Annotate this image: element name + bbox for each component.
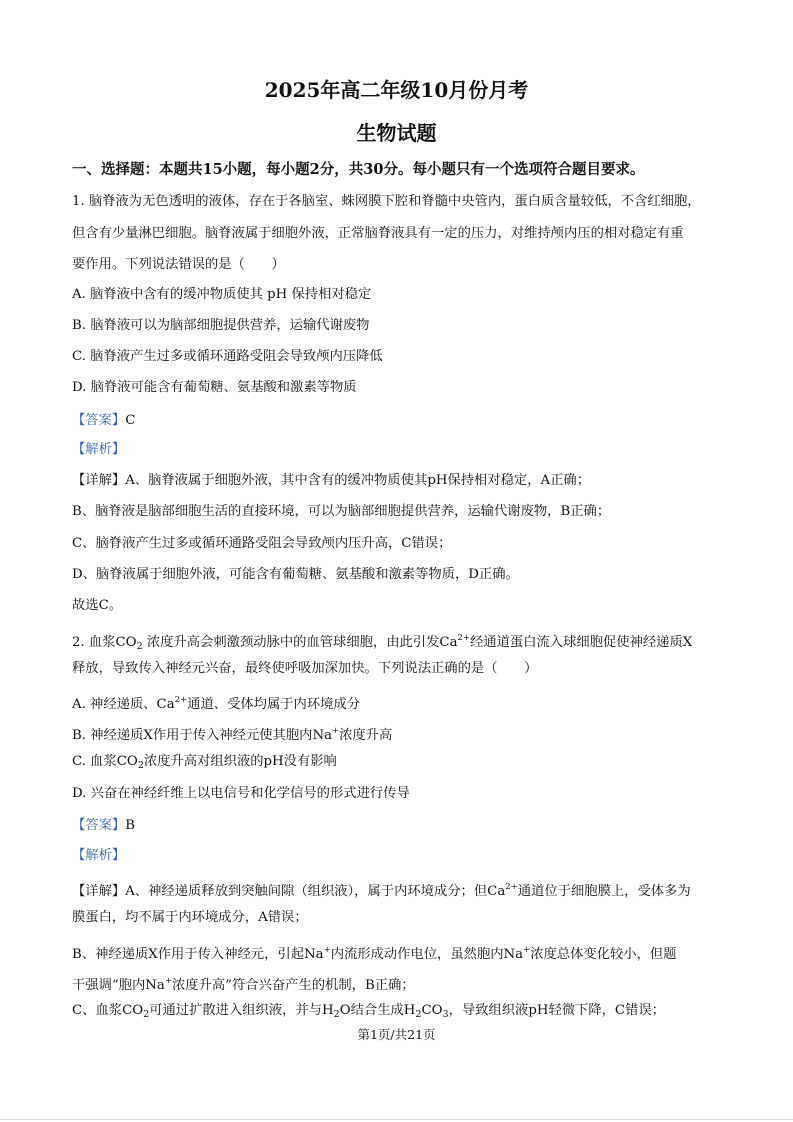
q2-option-a: A. 神经递质、$Ca^{2+}$通道、受体均属于内环境成分 [72,695,361,712]
page-number: 第1页/共21页 [357,1027,436,1042]
q1-detail-line [72,471,590,491]
subject-title: 生物试题 [356,121,437,145]
q2-detail-line: B、神经递质X作用于传入神经元，引起Na+内流形成动作电位，虽然胞内Na+浓度总体变化较小，但题 [72,945,677,962]
q1-detail-line: B、脑脊液是脑部细胞生活的直接环境，可以为脑部细胞提供营养，运输代谢废物，B正确； [72,504,611,519]
detail-text: A、脑脊液属于细胞外液，其中含有的缓冲物质使其pH保持相对稳定，A正确； [125,473,590,488]
q1-conclusion: 故选C。 [72,598,123,613]
detail-label: 【详解】 [72,473,126,488]
q2-detail-line: C、血浆$CO_2$可通过扩散进入组织液，并与$H_2O$结合生成$H_2CO_3$，导致组织液pH轻微下降，C错误； [72,1003,665,1020]
q1-option-c: C. 脑脊液产生过多或循环通路受阻会导致颅内压降低 [72,349,383,364]
q2-detail-line: 干强调“胞内Na+浓度升高”符合兴奋产生的机制，B正确； [72,976,415,993]
q1-stem-line: 1. 脑脊液为无色透明的液体，存在于各脑室、蛛网膜下腔和脊髓中央管内，蛋白质含量较低，不含红细胞， [72,194,701,209]
q2-detail-line: 膜蛋白，均不属于内环境成分，A错误； [72,910,308,925]
answer-value: B [125,818,135,833]
q1-option-d: D. 脑脊液可能含有葡萄糖、氨基酸和激素等物质 [72,380,357,395]
q2-stem-line: 释放，导致传入神经元兴奋，最终使呼吸加深加快。下列说法正确的是（ ） [72,661,538,676]
q2-option-d: D. 兴奋在神经纤维上以电信号和化学信号的形式进行传导 [72,786,410,801]
q1-analysis-label: 【解析】 [72,442,126,457]
answer-label: 【答案】 [72,818,126,833]
section-heading: 一、选择题：本题共15小题，每小题2分，共30分。每小题只有一个选项符合题目要求。 [72,161,645,178]
q1-stem-line: 但含有少量淋巴细胞。脑脊液属于细胞外液，正常脑脊液具有一定的压力，对维持颅内压的相对稳定有重 [72,226,684,241]
q1-answer [72,411,135,431]
q2-option-b: B. 神经递质X作用于传入神经元使其胞内Na+浓度升高 [72,726,393,743]
q2-option-c: C. 血浆$CO_2$浓度升高对组织液的pH没有影响 [72,754,337,771]
q1-detail-line: D、脑脊液属于细胞外液，可能含有葡萄糖、氨基酸和激素等物质，D正确。 [72,567,519,582]
q1-detail-line: C、脑脊液产生过多或循环通路受阻会导致颅内压升高，C错误； [72,536,452,551]
answer-label: 【答案】 [72,413,126,428]
q1-option-a: A. 脑脊液中含有的缓冲物质使其 pH 保持相对稳定 [72,287,372,302]
detail-label: 【详解】 [72,884,126,899]
exam-title: 2025年高二年级10月份月考 [264,78,529,102]
answer-value: C [125,413,136,428]
page-divider [0,1119,793,1120]
q2-analysis-label: 【解析】 [72,848,126,863]
q1-stem-line: 要作用。下列说法错误的是（ ） [72,257,285,272]
q2-detail-line: 【详解】A、神经递质释放到突触间隙（组织液），属于内环境成分；但$Ca^{2+}$通道位于细胞膜上，受体多为 [72,882,691,899]
q2-stem-line: 2. 血浆$CO_2$ 浓度升高会刺激颈动脉中的血管球细胞，由此引发$Ca^{2+}$经通道蛋白流入球细胞促使神经递质X [72,633,693,652]
q2-answer [72,816,135,836]
q1-option-b: B. 脑脊液可以为脑部细胞提供营养，运输代谢废物 [72,318,370,333]
